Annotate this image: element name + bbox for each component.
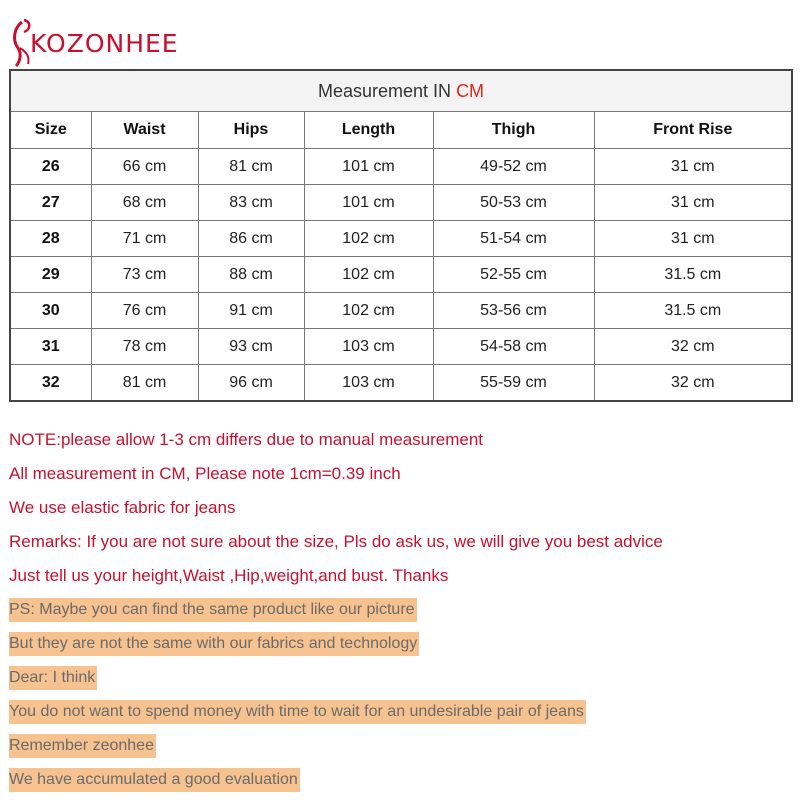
table-cell: 81 cm (91, 365, 198, 402)
note-line: Remarks: If you are not sure about the size, Pls do ask us, we will give you best advice (9, 532, 663, 551)
size-chart-table (9, 69, 793, 402)
table-cell: 71 cm (91, 221, 198, 257)
table-cell: 78 cm (91, 329, 198, 365)
table-cell: 83 cm (198, 185, 304, 221)
column-header: Length (304, 112, 433, 149)
size-cell: 29 (10, 257, 91, 293)
size-cell: 30 (10, 293, 91, 329)
table-cell: 73 cm (91, 257, 198, 293)
table-cell: 49-52 cm (433, 149, 594, 185)
table-row (10, 329, 792, 365)
table-cell: 103 cm (304, 329, 433, 365)
table-cell: 101 cm (304, 185, 433, 221)
size-cell: 28 (10, 221, 91, 257)
column-header: Front Rise (594, 112, 792, 149)
highlighted-line: You do not want to spend money with time to wait for an undesirable pair of jeans (9, 700, 586, 724)
table-cell: 51-54 cm (433, 221, 594, 257)
column-header: Thigh (433, 112, 594, 149)
column-header: Hips (198, 112, 304, 149)
table-cell: 31.5 cm (594, 257, 792, 293)
size-cell: 27 (10, 185, 91, 221)
size-cell: 31 (10, 329, 91, 365)
table-row (10, 149, 792, 185)
brand-logo (8, 18, 228, 68)
highlighted-line: Dear: I think (9, 666, 97, 690)
column-header: Waist (91, 112, 198, 149)
table-row (10, 365, 792, 402)
note-line: NOTE:please allow 1-3 cm differs due to manual measurement (9, 430, 484, 449)
note-line: We use elastic fabric for jeans (9, 498, 236, 517)
table-cell: 93 cm (198, 329, 304, 365)
column-header: Size (10, 112, 91, 149)
table-cell: 66 cm (91, 149, 198, 185)
table-row (10, 185, 792, 221)
table-row (10, 257, 792, 293)
size-cell: 32 (10, 365, 91, 402)
table-cell: 102 cm (304, 221, 433, 257)
table-row (10, 293, 792, 329)
table-cell: 88 cm (198, 257, 304, 293)
highlighted-line: But they are not the same with our fabrics and technology (9, 632, 419, 656)
table-cell: 32 cm (594, 329, 792, 365)
table-cell: 52-55 cm (433, 257, 594, 293)
table-cell: 31 cm (594, 185, 792, 221)
table-cell: 53-56 cm (433, 293, 594, 329)
brand-name: KOZONHEE (30, 29, 179, 58)
table-cell: 91 cm (198, 293, 304, 329)
table-cell: 81 cm (198, 149, 304, 185)
table-title (10, 70, 792, 112)
table-row (10, 221, 792, 257)
table-cell: 55-59 cm (433, 365, 594, 402)
table-cell: 76 cm (91, 293, 198, 329)
table-cell: 102 cm (304, 257, 433, 293)
table-cell: 50-53 cm (433, 185, 594, 221)
note-line: Just tell us your height,Waist ,Hip,weight,and bust. Thanks (9, 566, 449, 585)
note-line: All measurement in CM, Please note 1cm=0.39 inch (9, 464, 401, 483)
table-cell: 31.5 cm (594, 293, 792, 329)
table-cell: 103 cm (304, 365, 433, 402)
table-cell: 31 cm (594, 221, 792, 257)
table-title-unit: CM (456, 80, 485, 101)
table-cell: 54-58 cm (433, 329, 594, 365)
table-cell: 32 cm (594, 365, 792, 402)
highlighted-line: PS: Maybe you can find the same product like our picture (9, 598, 417, 622)
size-cell: 26 (10, 149, 91, 185)
table-title-prefix: Measurement IN (318, 80, 457, 101)
table-cell: 31 cm (594, 149, 792, 185)
table-cell: 68 cm (91, 185, 198, 221)
highlighted-line: Remember zeonhee (9, 734, 156, 758)
table-header-row (10, 112, 792, 149)
table-cell: 96 cm (198, 365, 304, 402)
table-cell: 102 cm (304, 293, 433, 329)
table-cell: 86 cm (198, 221, 304, 257)
table-cell: 101 cm (304, 149, 433, 185)
highlighted-line: We have accumulated a good evaluation (9, 768, 300, 792)
notes-section (9, 426, 789, 800)
